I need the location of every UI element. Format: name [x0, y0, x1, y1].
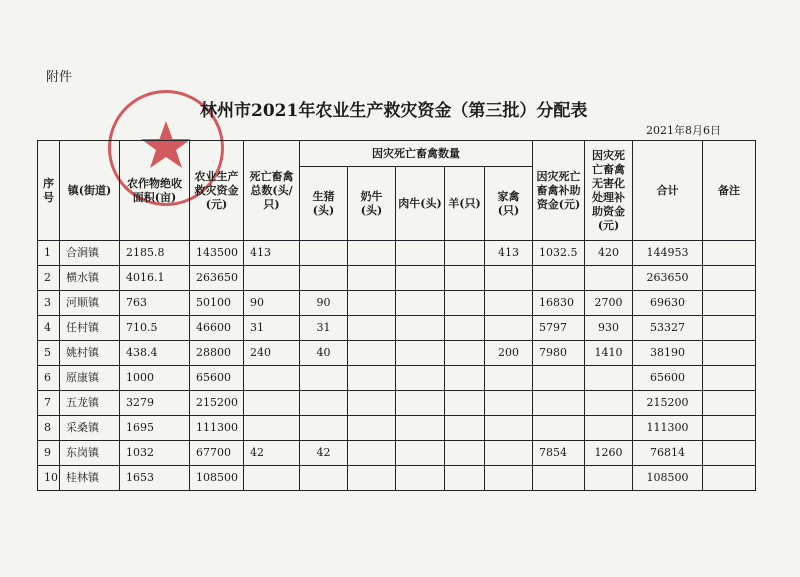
cell-subsidy — [533, 391, 585, 416]
cell-beef — [396, 241, 445, 266]
cell-fund: 263650 — [190, 266, 244, 291]
cell-area: 763 — [120, 291, 190, 316]
header-livestock-total: 死亡畜禽总数(头/只) — [244, 141, 300, 241]
cell-remark — [703, 441, 756, 466]
cell-disposal: 1260 — [585, 441, 633, 466]
cell-disposal: 420 — [585, 241, 633, 266]
table-row — [38, 316, 756, 341]
cell-town: 河顺镇 — [60, 291, 120, 316]
cell-poultry — [485, 316, 533, 341]
cell-total: 76814 — [633, 441, 703, 466]
cell-dead — [244, 416, 300, 441]
cell-area: 3279 — [120, 391, 190, 416]
cell-total: 144953 — [633, 241, 703, 266]
cell-seq: 5 — [38, 341, 60, 366]
table-row — [38, 291, 756, 316]
cell-subsidy: 7980 — [533, 341, 585, 366]
cell-pig — [300, 391, 348, 416]
header-row-1 — [38, 141, 756, 167]
header-crop-fund: 农业生产救灾资金(元) — [190, 141, 244, 241]
cell-subsidy — [533, 466, 585, 491]
header-pig: 生猪(头) — [300, 167, 348, 241]
cell-poultry — [485, 291, 533, 316]
cell-town: 原康镇 — [60, 366, 120, 391]
cell-dead: 31 — [244, 316, 300, 341]
cell-poultry — [485, 266, 533, 291]
cell-pig: 31 — [300, 316, 348, 341]
cell-dead — [244, 391, 300, 416]
table-row — [38, 341, 756, 366]
cell-pig: 42 — [300, 441, 348, 466]
cell-total: 65600 — [633, 366, 703, 391]
cell-remark — [703, 341, 756, 366]
cell-dairy — [348, 341, 396, 366]
cell-area: 710.5 — [120, 316, 190, 341]
table-row — [38, 266, 756, 291]
cell-area: 1653 — [120, 466, 190, 491]
cell-disposal — [585, 266, 633, 291]
table-row — [38, 241, 756, 266]
cell-total: 69630 — [633, 291, 703, 316]
cell-seq: 10 — [38, 466, 60, 491]
cell-dead: 413 — [244, 241, 300, 266]
cell-seq: 8 — [38, 416, 60, 441]
cell-pig — [300, 241, 348, 266]
cell-beef — [396, 341, 445, 366]
cell-remark — [703, 366, 756, 391]
cell-poultry: 413 — [485, 241, 533, 266]
cell-town: 姚村镇 — [60, 341, 120, 366]
cell-area: 4016.1 — [120, 266, 190, 291]
cell-poultry — [485, 466, 533, 491]
cell-beef — [396, 291, 445, 316]
cell-seq: 7 — [38, 391, 60, 416]
cell-dairy — [348, 416, 396, 441]
cell-sheep — [445, 416, 485, 441]
cell-dairy — [348, 391, 396, 416]
cell-seq: 4 — [38, 316, 60, 341]
cell-dead: 240 — [244, 341, 300, 366]
cell-pig — [300, 416, 348, 441]
cell-fund: 67700 — [190, 441, 244, 466]
table-row — [38, 416, 756, 441]
cell-poultry — [485, 391, 533, 416]
header-poultry: 家禽(只) — [485, 167, 533, 241]
cell-fund: 108500 — [190, 466, 244, 491]
cell-dairy — [348, 366, 396, 391]
cell-beef — [396, 441, 445, 466]
cell-total: 38190 — [633, 341, 703, 366]
attachment-label: 附件 — [46, 70, 73, 85]
cell-dairy — [348, 316, 396, 341]
header-group: 因灾死亡畜禽数量 — [300, 141, 533, 167]
cell-dead — [244, 266, 300, 291]
cell-town: 任村镇 — [60, 316, 120, 341]
cell-beef — [396, 366, 445, 391]
document-title: 林州市2021年农业生产救灾资金（第三批）分配表 — [200, 101, 588, 121]
cell-area: 1695 — [120, 416, 190, 441]
cell-poultry: 200 — [485, 341, 533, 366]
cell-total: 215200 — [633, 391, 703, 416]
cell-dairy — [348, 291, 396, 316]
cell-seq: 3 — [38, 291, 60, 316]
cell-remark — [703, 316, 756, 341]
table-row — [38, 466, 756, 491]
cell-subsidy — [533, 366, 585, 391]
cell-sheep — [445, 391, 485, 416]
cell-town: 桂林镇 — [60, 466, 120, 491]
cell-beef — [396, 266, 445, 291]
cell-dead: 42 — [244, 441, 300, 466]
header-remark: 备注 — [703, 141, 756, 241]
cell-town: 五龙镇 — [60, 391, 120, 416]
cell-dairy — [348, 266, 396, 291]
cell-area: 438.4 — [120, 341, 190, 366]
cell-disposal: 1410 — [585, 341, 633, 366]
cell-fund: 65600 — [190, 366, 244, 391]
cell-subsidy — [533, 266, 585, 291]
cell-poultry — [485, 366, 533, 391]
cell-remark — [703, 391, 756, 416]
cell-disposal — [585, 366, 633, 391]
cell-fund: 50100 — [190, 291, 244, 316]
cell-total: 263650 — [633, 266, 703, 291]
cell-disposal — [585, 416, 633, 441]
cell-fund: 46600 — [190, 316, 244, 341]
table-row — [38, 391, 756, 416]
cell-pig — [300, 466, 348, 491]
cell-disposal: 2700 — [585, 291, 633, 316]
cell-seq: 2 — [38, 266, 60, 291]
cell-town: 横水镇 — [60, 266, 120, 291]
cell-subsidy: 16830 — [533, 291, 585, 316]
cell-disposal: 930 — [585, 316, 633, 341]
cell-pig: 90 — [300, 291, 348, 316]
cell-total: 108500 — [633, 466, 703, 491]
cell-dairy — [348, 241, 396, 266]
cell-sheep — [445, 466, 485, 491]
cell-beef — [396, 391, 445, 416]
cell-beef — [396, 316, 445, 341]
cell-fund: 143500 — [190, 241, 244, 266]
allocation-table — [37, 140, 756, 491]
cell-sheep — [445, 291, 485, 316]
cell-fund: 215200 — [190, 391, 244, 416]
header-sheep: 羊(只) — [445, 167, 485, 241]
cell-dead — [244, 366, 300, 391]
cell-pig: 40 — [300, 341, 348, 366]
cell-dead — [244, 466, 300, 491]
document-date: 2021年8月6日 — [646, 124, 721, 137]
header-total: 合计 — [633, 141, 703, 241]
header-crop-area: 农作物绝收面积(亩) — [120, 141, 190, 241]
cell-subsidy: 7854 — [533, 441, 585, 466]
cell-subsidy: 1032.5 — [533, 241, 585, 266]
header-disposal: 因灾死亡畜禽无害化处理补助资金(元) — [585, 141, 633, 241]
cell-town: 东岗镇 — [60, 441, 120, 466]
cell-sheep — [445, 241, 485, 266]
cell-remark — [703, 416, 756, 441]
cell-pig — [300, 266, 348, 291]
cell-sheep — [445, 441, 485, 466]
cell-sheep — [445, 266, 485, 291]
cell-dead: 90 — [244, 291, 300, 316]
header-dairy-cow: 奶牛(头) — [348, 167, 396, 241]
cell-dairy — [348, 466, 396, 491]
cell-seq: 6 — [38, 366, 60, 391]
cell-town: 合涧镇 — [60, 241, 120, 266]
cell-seq: 9 — [38, 441, 60, 466]
cell-subsidy: 5797 — [533, 316, 585, 341]
cell-dairy — [348, 441, 396, 466]
cell-area: 2185.8 — [120, 241, 190, 266]
cell-remark — [703, 466, 756, 491]
cell-area: 1032 — [120, 441, 190, 466]
cell-total: 111300 — [633, 416, 703, 441]
header-seq: 序号 — [38, 141, 60, 241]
cell-remark — [703, 266, 756, 291]
cell-beef — [396, 466, 445, 491]
cell-pig — [300, 366, 348, 391]
cell-town: 采桑镇 — [60, 416, 120, 441]
header-subsidy: 因灾死亡畜禽补助资金(元) — [533, 141, 585, 241]
cell-fund: 111300 — [190, 416, 244, 441]
cell-seq: 1 — [38, 241, 60, 266]
header-beef-cow: 肉牛(头) — [396, 167, 445, 241]
cell-sheep — [445, 366, 485, 391]
cell-beef — [396, 416, 445, 441]
cell-sheep — [445, 341, 485, 366]
cell-remark — [703, 241, 756, 266]
cell-total: 53327 — [633, 316, 703, 341]
cell-subsidy — [533, 416, 585, 441]
cell-disposal — [585, 466, 633, 491]
cell-poultry — [485, 416, 533, 441]
header-town: 镇(街道) — [60, 141, 120, 241]
table-row — [38, 366, 756, 391]
cell-sheep — [445, 316, 485, 341]
cell-fund: 28800 — [190, 341, 244, 366]
cell-area: 1000 — [120, 366, 190, 391]
cell-remark — [703, 291, 756, 316]
table-row — [38, 441, 756, 466]
cell-poultry — [485, 441, 533, 466]
cell-disposal — [585, 391, 633, 416]
